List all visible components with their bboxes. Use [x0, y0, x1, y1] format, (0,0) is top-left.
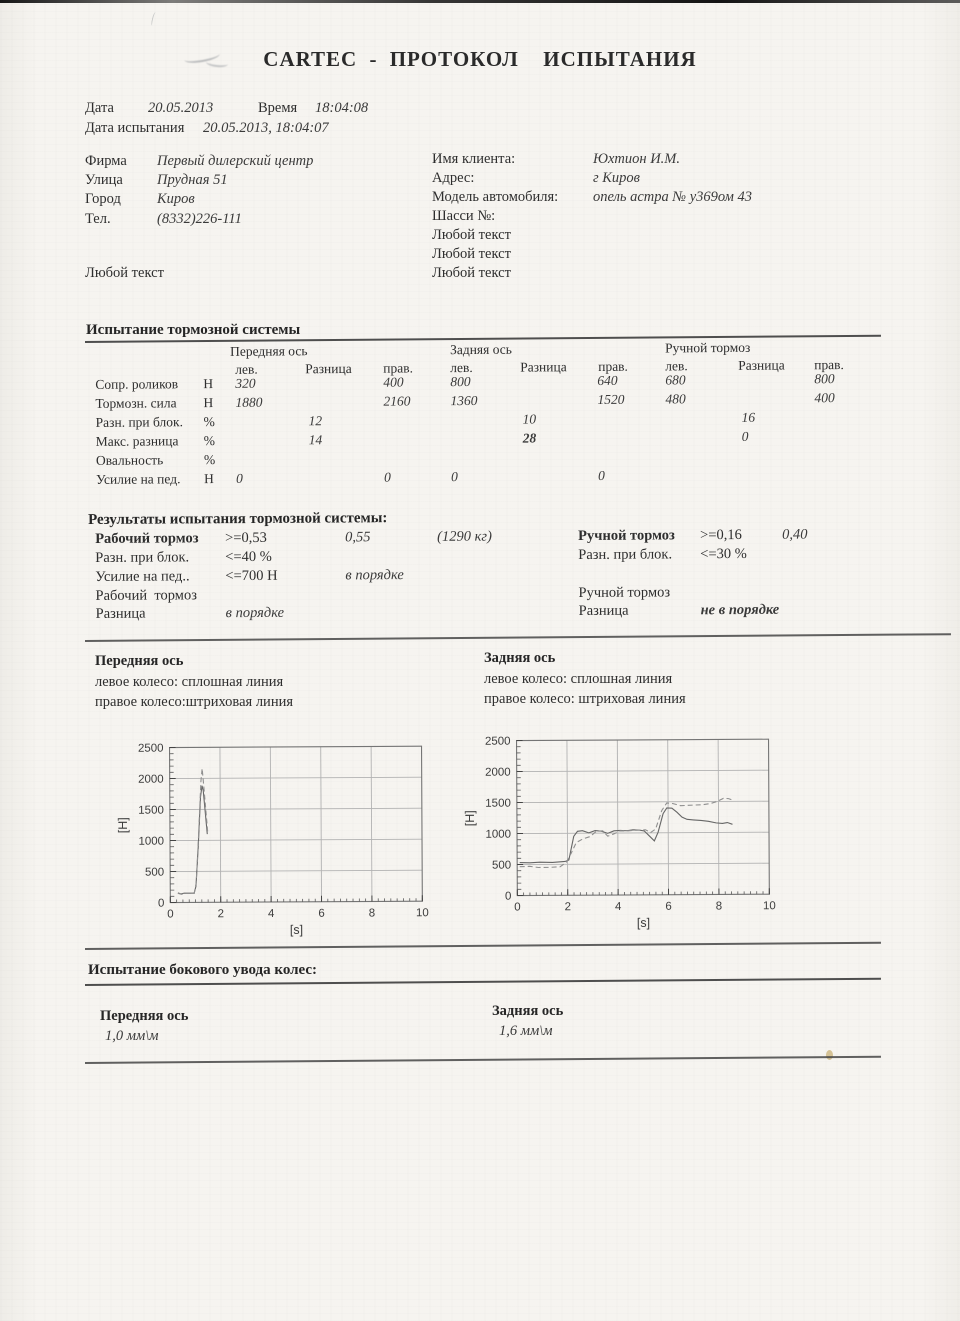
test-date-label: Дата испытания: [85, 120, 185, 136]
table-cell: 0: [383, 469, 391, 485]
svg-text:2000: 2000: [138, 773, 164, 786]
col-header: лев.: [665, 358, 688, 374]
bottom-divider: [85, 1056, 881, 1064]
svg-text:2500: 2500: [137, 742, 164, 755]
group-rear-axle: Задняя ось: [449, 341, 512, 358]
svg-text:8: 8: [715, 900, 723, 913]
col-header: прав.: [383, 360, 413, 376]
test-date-value: 20.05.2013, 18:04:07: [203, 120, 329, 136]
svg-text:0: 0: [167, 908, 174, 921]
working-brake-label: Рабочий тормоз: [95, 530, 199, 547]
svg-text:1500: 1500: [138, 804, 164, 817]
free-text: Любой текст: [432, 227, 511, 243]
row-unit: Н: [203, 394, 214, 411]
date-label: Дата: [85, 100, 114, 116]
svg-text:2: 2: [217, 908, 225, 921]
svg-text:[s]: [s]: [289, 922, 304, 937]
working-brake-value: 0,55: [345, 529, 371, 546]
scan-top-edge: [0, 0, 960, 3]
svg-text:0: 0: [514, 901, 521, 914]
row-unit: Н: [203, 375, 214, 392]
row-label: Сопр. роликов: [95, 376, 179, 392]
client-address-label: Адрес:: [432, 170, 475, 186]
table-cell: 400: [814, 390, 835, 406]
phone-value: (8332)226-111: [157, 211, 242, 227]
pencil-smudge: [150, 12, 157, 27]
svg-text:6: 6: [318, 907, 325, 920]
rear-chart-legend-dashed: правое колесо: штриховая линия: [484, 691, 686, 707]
svg-text:500: 500: [491, 859, 512, 872]
row-label: Макс. разница: [95, 433, 179, 449]
section-divider: [85, 633, 951, 641]
table-cell: 12: [308, 413, 323, 429]
svg-text:4: 4: [614, 900, 622, 914]
street-value: Прудная 51: [157, 172, 228, 188]
table-cell: 320: [235, 375, 256, 391]
table-cell: 16: [741, 409, 756, 425]
svg-text:0: 0: [157, 897, 165, 910]
table-cell: 28: [522, 430, 537, 446]
table-cell: 0: [235, 470, 243, 486]
svg-text:[s]: [s]: [636, 915, 651, 930]
col-header: Разница: [305, 360, 352, 377]
table-cell: 800: [814, 371, 835, 387]
hand-brake-label2: Ручной тормоз: [578, 584, 671, 601]
car-model-value: опель астра № у369ом 43: [593, 189, 752, 205]
row-label: Овальность: [95, 452, 164, 468]
table-cell: 400: [383, 374, 404, 390]
row-label: Разн. при блок.: [95, 414, 184, 430]
paper-speck: [826, 1050, 833, 1060]
group-front-axle: Передняя ось: [229, 343, 308, 359]
sideslip-rear-label: Задняя ось: [492, 1003, 564, 1019]
svg-text:0: 0: [504, 890, 512, 903]
front-chart-legend-dashed: правое колесо:штриховая линия: [95, 694, 294, 710]
svg-text:8: 8: [368, 907, 376, 920]
rear-axle-chart: [446, 729, 787, 931]
sideslip-heading: Испытание бокового увода колес:: [88, 962, 318, 978]
row-unit: %: [203, 432, 216, 449]
hand-difference-status: не в порядке: [700, 601, 780, 619]
results-heading: Результаты испытания тормозной системы:: [87, 510, 388, 528]
table-cell: 10: [522, 411, 537, 427]
pedal-force-limit: <=700 Н: [225, 567, 278, 585]
hand-brake-value: 0,40: [782, 526, 808, 543]
front-axle-chart: [99, 736, 440, 938]
row-unit: %: [203, 413, 215, 430]
svg-text:6: 6: [665, 900, 672, 913]
free-text: Любой текст: [432, 246, 511, 262]
row-unit: Н: [203, 470, 214, 487]
table-cell: 480: [665, 391, 686, 407]
brake-section-heading: Испытание тормозной системы: [86, 322, 301, 338]
table-cell: 2160: [383, 393, 411, 409]
svg-text:2: 2: [564, 901, 572, 914]
time-value: 18:04:08: [315, 100, 369, 116]
free-text: Любой текст: [432, 265, 511, 281]
time-label: Время: [258, 100, 298, 116]
firm-label: Фирма: [85, 153, 127, 169]
firm-value: Первый дилерский центр: [157, 153, 314, 169]
lock-diff-label: Разн. при блок.: [95, 549, 190, 566]
client-name-value: Юхтион И.М.: [593, 151, 680, 167]
sideslip-rear-value: 1,6 мм\м: [499, 1023, 553, 1039]
svg-text:2500: 2500: [484, 735, 511, 748]
working-brake-label2: Рабочий тормоз: [95, 587, 197, 604]
street-label: Улица: [85, 172, 123, 188]
vehicle-weight: (1290 кг): [437, 528, 492, 545]
table-cell: 680: [665, 372, 686, 388]
difference-status: в порядке: [225, 604, 285, 622]
svg-text:1500: 1500: [485, 797, 511, 810]
svg-text:[H]: [H]: [115, 817, 130, 834]
svg-text:10: 10: [762, 900, 776, 913]
section-divider: [85, 942, 881, 950]
hand-lock-diff-label: Разн. при блок.: [578, 546, 673, 563]
col-header: Разница: [520, 359, 567, 375]
col-header: прав.: [814, 357, 844, 373]
lock-diff-limit: <=40 %: [225, 548, 272, 566]
hand-brake-limit: >=0,16: [700, 526, 742, 544]
rear-chart-title: Задняя ось: [484, 650, 556, 666]
hand-difference-label: Разница: [578, 602, 629, 619]
working-brake-limit: >=0,53: [225, 529, 267, 547]
hand-lock-diff-limit: <=30 %: [700, 545, 747, 563]
pedal-force-status: в порядке: [345, 567, 404, 584]
city-label: Город: [85, 191, 121, 207]
svg-text:500: 500: [144, 866, 165, 879]
brake-results: [85, 507, 956, 627]
table-cell: 1360: [450, 392, 478, 409]
row-label: Тормозн. сила: [95, 395, 177, 411]
free-text: Любой текст: [85, 265, 164, 281]
col-header: прав.: [598, 358, 628, 374]
phone-label: Тел.: [85, 211, 111, 227]
svg-text:[H]: [H]: [462, 810, 477, 827]
svg-text:10: 10: [415, 907, 429, 920]
table-cell: 0: [450, 469, 458, 485]
svg-text:1000: 1000: [138, 835, 165, 848]
client-name-label: Имя клиента:: [432, 151, 516, 167]
difference-label: Разница: [95, 605, 146, 622]
col-header: Разница: [738, 357, 785, 373]
rear-chart-legend-solid: левое колесо: сплошная линия: [484, 671, 673, 687]
front-chart-legend-solid: левое колесо: сплошная линия: [95, 674, 284, 690]
table-cell: 0: [597, 467, 605, 483]
table-cell: 800: [450, 373, 471, 390]
group-hand-brake: Ручной тормоз: [664, 339, 751, 356]
chassis-label: Шасси №:: [432, 208, 496, 224]
table-cell: 1880: [235, 394, 263, 410]
table-cell: 640: [597, 372, 618, 388]
svg-text:2000: 2000: [485, 766, 511, 779]
svg-text:1000: 1000: [485, 828, 512, 841]
hand-brake-label: Ручной тормоз: [578, 527, 675, 544]
city-value: Киров: [157, 191, 195, 207]
svg-text:4: 4: [267, 907, 275, 921]
table-cell: 14: [308, 432, 323, 448]
sideslip-front-value: 1,0 мм\м: [105, 1028, 159, 1044]
table-cell: 0: [741, 428, 749, 444]
table-cell: 1520: [597, 391, 625, 407]
brake-test-table: [85, 338, 956, 495]
row-unit: %: [203, 451, 216, 468]
col-header: лев.: [450, 359, 473, 376]
client-address-value: г Киров: [593, 170, 640, 186]
col-header: лев.: [235, 361, 258, 377]
pedal-force-label: Усилие на пед..: [95, 568, 190, 585]
row-label: Усилие на пед.: [95, 471, 181, 487]
sideslip-front-label: Передняя ось: [100, 1008, 189, 1024]
car-model-label: Модель автомобиля:: [432, 189, 559, 205]
front-chart-title: Передняя ось: [95, 653, 184, 669]
page-title: CARTEC - ПРОТОКОЛ ИСПЫТАНИЯ: [263, 47, 697, 71]
date-value: 20.05.2013: [148, 100, 214, 116]
